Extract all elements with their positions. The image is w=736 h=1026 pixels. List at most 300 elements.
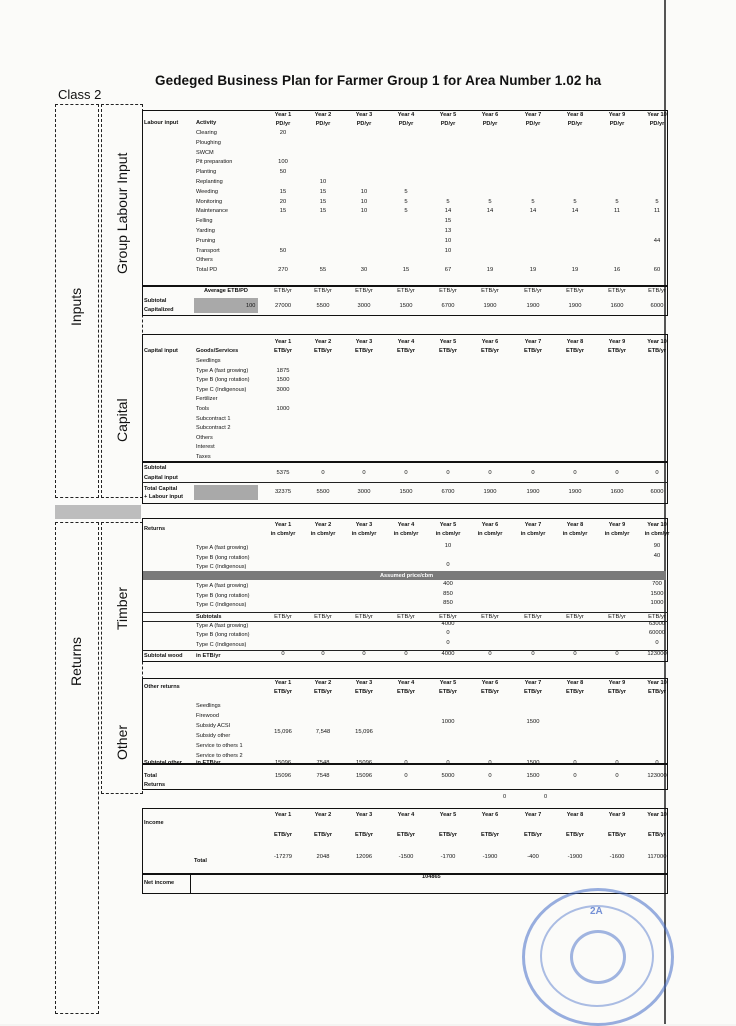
- cell-value: 10: [360, 198, 368, 205]
- year-header: Year 6: [481, 339, 499, 345]
- cell-value: 1875: [276, 367, 290, 374]
- cell-value: 0: [488, 651, 492, 657]
- unit-label: ETB/yr: [439, 614, 457, 620]
- unit-label: ETB/yr: [566, 614, 584, 620]
- unit-header: PD/yr: [356, 121, 372, 127]
- goods-label: Subcontract 1: [196, 415, 231, 422]
- activity-label: Clearing: [196, 130, 217, 136]
- year-header: Year 8: [566, 522, 584, 528]
- unit-label: ETB/yr: [648, 614, 666, 620]
- unit-header: ETB/yr: [438, 689, 458, 695]
- goods-label: Type C (Indigenous): [196, 386, 247, 393]
- year-header: Year 1: [274, 522, 292, 528]
- divider: [190, 874, 191, 893]
- year-header: Year 9: [608, 339, 626, 345]
- unit-label: ETB/yr: [481, 288, 499, 294]
- unit-label: ETB/yr: [274, 288, 292, 294]
- unit-header: ETB/yr: [647, 348, 667, 354]
- cell-value: 63000: [648, 621, 666, 627]
- timber-type-label: Type A (fast growing): [196, 583, 249, 589]
- cell-value: -1600: [609, 854, 625, 860]
- year-header: Year 5: [439, 112, 457, 118]
- cell-value: 15: [319, 208, 327, 215]
- year-header: Year 2: [314, 339, 332, 345]
- cell-value: 5500: [316, 303, 330, 309]
- cell-value: 0: [362, 470, 366, 476]
- cell-value: 1500: [526, 760, 540, 766]
- cell-value: 15: [279, 188, 287, 195]
- cell-value: 19: [486, 267, 494, 274]
- year-header: Year 2: [314, 112, 332, 118]
- separator-band: [55, 505, 141, 519]
- year-header: Year 6: [481, 112, 499, 118]
- cell-value: 5: [655, 198, 659, 205]
- year-header: Year 6: [481, 680, 499, 686]
- cell-value: 55: [319, 267, 327, 274]
- cell-value: 0: [446, 470, 450, 476]
- cell-value: 6000: [650, 489, 664, 495]
- cell-value: 11: [613, 208, 621, 215]
- cell-value: 7,548: [315, 729, 331, 735]
- timber-type-label: Type C (Indigenous): [196, 602, 247, 608]
- year-header: Year 7: [524, 522, 542, 528]
- cell-value: 10: [360, 188, 368, 195]
- cell-value: 50: [279, 247, 287, 254]
- unit-header: ETB/yr: [313, 348, 333, 354]
- unit-header: ETB/yr: [438, 832, 458, 838]
- capital-header: Capital input: [144, 348, 178, 354]
- capital-label: Capital: [114, 398, 130, 442]
- year-header: Year 7: [524, 112, 542, 118]
- cell-value: 0: [446, 639, 450, 646]
- unit-label: ETB/yr: [355, 614, 373, 620]
- goods-label: Fertilizer: [196, 396, 218, 403]
- cell-value: 850: [443, 600, 453, 606]
- activity-label: Replanting: [196, 179, 223, 185]
- unit-header: ETB/yr: [396, 689, 416, 695]
- unit-label: ETB/yr: [566, 288, 584, 294]
- cell-value: -1700: [440, 854, 456, 860]
- year-header: Year 5: [439, 522, 457, 528]
- activity-label: Total PD: [196, 267, 218, 274]
- other-label: Other: [114, 724, 130, 760]
- other-return-label: Service to others 2: [196, 753, 243, 759]
- cell-value: 10: [444, 247, 452, 254]
- stamp-text: 2A: [590, 906, 603, 917]
- unit-label: ETB/yr: [648, 288, 666, 294]
- year-header: Year 8: [566, 112, 584, 118]
- unit-header: ETB/yr: [313, 832, 333, 838]
- unit-header: ETB/yr: [354, 832, 374, 838]
- cell-value: 1600: [610, 489, 624, 495]
- divider: [142, 482, 668, 483]
- year-header: Year 9: [608, 112, 626, 118]
- cell-value: 0: [531, 651, 535, 657]
- cell-value: 850: [443, 590, 453, 597]
- cell-value: 270: [278, 267, 288, 274]
- unit-header: PD/yr: [482, 121, 498, 127]
- gray-cell: [194, 485, 258, 500]
- cell-value: 1900: [483, 303, 497, 309]
- unit-header: PD/yr: [649, 121, 665, 127]
- cell-value: 4000: [441, 651, 455, 657]
- cell-value: 11: [653, 208, 661, 215]
- cell-value: 19: [571, 267, 579, 274]
- cell-value: 7548: [316, 760, 330, 766]
- year-header: Year 4: [397, 812, 415, 818]
- avg-label: Average ETB/PD: [204, 288, 248, 294]
- cell-value: 1500: [399, 303, 413, 309]
- cell-value: -400: [527, 854, 539, 860]
- cell-value: -1500: [398, 854, 414, 860]
- unit-header: ETB/yr: [480, 348, 500, 354]
- unit-label: ETB/yr: [524, 614, 542, 620]
- unit-header: ETB/yr: [396, 832, 416, 838]
- goods-label: Subcontract 2: [196, 425, 231, 432]
- unit-header: ETB/yr: [607, 689, 627, 695]
- cell-value: 1000: [276, 406, 290, 412]
- cell-value: 1600: [610, 303, 624, 309]
- inputs-label: Inputs: [68, 287, 84, 326]
- cell-value: 30: [360, 267, 368, 274]
- activity-label: Monitoring: [196, 198, 223, 205]
- group-labour-label: Group Labour Input: [114, 152, 130, 274]
- goods-header: Goods/Services: [196, 348, 239, 354]
- unit-header: in cbm/yr: [562, 531, 588, 537]
- cell-value: 400: [443, 581, 453, 587]
- unit-header: ETB/yr: [565, 348, 585, 354]
- cell-value: 15: [444, 218, 452, 225]
- unit-header: ETB/yr: [565, 689, 585, 695]
- cell-value: 15096: [274, 760, 292, 766]
- cell-value: 0: [573, 651, 577, 657]
- activity-label: Yarding: [196, 228, 215, 234]
- cell-value: 16: [613, 267, 621, 274]
- cell-value: 14: [529, 208, 537, 215]
- year-header: Year 3: [355, 112, 373, 118]
- divider: [142, 621, 668, 622]
- unit-header: ETB/yr: [273, 348, 293, 354]
- cell-value: 0: [615, 760, 619, 766]
- cell-value: 0: [446, 630, 450, 637]
- goods-label: Others: [196, 434, 213, 441]
- cell-value: 60000: [648, 630, 666, 637]
- cell-value: 0: [488, 773, 492, 779]
- unit-header: ETB/yr: [354, 689, 374, 695]
- goods-label: Type A (fast growing): [196, 367, 249, 374]
- year-header: Year 9: [608, 812, 626, 818]
- cell-value: 0: [655, 639, 659, 646]
- cell-value: 10: [360, 208, 368, 215]
- year-header: Year 5: [439, 339, 457, 345]
- year-header: Year 3: [355, 680, 373, 686]
- cell-value: 0: [321, 651, 325, 657]
- year-header: Year 10: [647, 522, 667, 528]
- other-return-label: Subsidy other: [196, 733, 231, 739]
- year-header: Year 3: [355, 522, 373, 528]
- cell-value: -1900: [567, 854, 583, 860]
- year-header: Year 8: [566, 812, 584, 818]
- unit-header: ETB/yr: [523, 348, 543, 354]
- cell-value: -17279: [273, 854, 293, 860]
- cell-value: 0: [531, 470, 535, 476]
- year-header: Year 1: [274, 112, 292, 118]
- cell-value: 13: [444, 228, 452, 234]
- timber-header: Returns: [144, 526, 166, 532]
- year-header: Year 2: [314, 680, 332, 686]
- cell-value: 15096: [355, 760, 373, 766]
- unit-header: ETB/yr: [396, 348, 416, 354]
- goods-label: Seedlings: [196, 358, 221, 364]
- year-header: Year 7: [524, 339, 542, 345]
- year-header: Year 5: [439, 812, 457, 818]
- labour-subtotal-label: Subtotal: [144, 298, 167, 304]
- cell-value: 32375: [274, 489, 292, 495]
- year-header: Year 2: [314, 812, 332, 818]
- cell-value: 0: [615, 651, 619, 657]
- year-header: Year 4: [397, 680, 415, 686]
- cell-value: -1900: [482, 854, 498, 860]
- timber-type-label: Type B (long rotation): [196, 554, 250, 561]
- cell-value: 5000: [441, 773, 455, 779]
- cell-value: 0: [281, 651, 285, 657]
- unit-header: in cbm/yr: [435, 531, 461, 537]
- cell-value: 5: [531, 198, 535, 205]
- cell-value: 0: [362, 651, 366, 657]
- year-header: Year 6: [481, 812, 499, 818]
- activity-label: SWCM: [196, 149, 214, 156]
- unit-label: ETB/yr: [355, 288, 373, 294]
- cell-value: 44: [653, 237, 661, 244]
- labour-header: Labour input: [144, 120, 179, 126]
- cell-value: 1500: [276, 377, 290, 384]
- year-header: Year 4: [397, 522, 415, 528]
- cell-value: 5500: [316, 489, 330, 495]
- timber-type-label: Type C (Indigenous): [196, 564, 247, 570]
- other-return-label: Seedlings: [196, 703, 221, 709]
- unit-label: ETB/yr: [274, 614, 292, 620]
- cell-value: 15: [402, 267, 410, 274]
- unit-header: in cbm/yr: [310, 531, 336, 537]
- unit-header: PD/yr: [275, 121, 291, 127]
- goods-label: Tools: [196, 406, 210, 412]
- cell-value: 19: [529, 267, 537, 274]
- cell-value: 90: [653, 543, 661, 549]
- unit-header: in cbm/yr: [393, 531, 419, 537]
- unit-header: PD/yr: [567, 121, 583, 127]
- other-return-label: Firewood: [196, 713, 220, 719]
- unit-label: ETB/yr: [524, 288, 542, 294]
- cell-value: 50: [279, 169, 287, 176]
- other-subtotal-label: Subtotal other: [144, 760, 182, 766]
- cell-value: 1500: [526, 719, 540, 725]
- unit-header: ETB/yr: [354, 348, 374, 354]
- cell-value: 14: [444, 208, 452, 215]
- unit-header: ETB/yr: [523, 689, 543, 695]
- timber-subtotal-label: Subtotal wood: [144, 653, 183, 659]
- year-header: Year 1: [274, 680, 292, 686]
- year-header: Year 10: [647, 339, 667, 345]
- unit-header: ETB/yr: [480, 832, 500, 838]
- cell-value: 15096: [274, 773, 292, 779]
- cell-value: 40: [653, 552, 661, 559]
- cell-value: 0: [321, 470, 325, 476]
- cell-value: 15096: [355, 773, 373, 779]
- unit-header: in cbm/yr: [604, 531, 630, 537]
- activity-header: Activity: [196, 120, 217, 126]
- cell-value: 5: [404, 208, 408, 215]
- income-header: Income: [144, 820, 164, 826]
- cell-value: 67: [444, 267, 452, 274]
- cell-value: 3000: [357, 489, 371, 495]
- returns-outer-box: [55, 522, 99, 1014]
- cell-value: 1900: [568, 303, 582, 309]
- cell-value: 10: [444, 543, 452, 549]
- subtotals-label: Subtotals: [196, 614, 222, 620]
- income-total-label: Total: [194, 858, 207, 864]
- unit-label: ETB/yr: [314, 614, 332, 620]
- unit-header: PD/yr: [609, 121, 625, 127]
- cell-value: 5: [615, 198, 619, 205]
- cell-value: 1000: [441, 719, 455, 725]
- year-header: Year 10: [647, 112, 667, 118]
- cell-value: 1900: [568, 489, 582, 495]
- activity-label: Transport: [196, 247, 220, 254]
- cell-value: 7548: [316, 773, 330, 779]
- unit-label: ETB/yr: [608, 614, 626, 620]
- goods-label: Taxes: [196, 454, 211, 460]
- activity-label: Pruning: [196, 237, 216, 244]
- unit-label: ETB/yr: [397, 288, 415, 294]
- unit-header: in cbm/yr: [520, 531, 546, 537]
- cell-value: 60: [653, 267, 661, 274]
- price-label: Assumed price/cbm: [380, 573, 434, 579]
- cell-value: 0: [655, 760, 659, 766]
- year-header: Year 4: [397, 112, 415, 118]
- cell-value: 2048: [316, 854, 330, 860]
- timber-type-label: Type C (Indigenous): [196, 641, 247, 648]
- net-income-label: Net income: [144, 880, 175, 886]
- unit-header: ETB/yr: [438, 348, 458, 354]
- unit-label: ETB/yr: [608, 288, 626, 294]
- unit-header: in cbm/yr: [644, 531, 670, 537]
- cell-value: 5: [446, 198, 450, 205]
- unit-header: in cbm/yr: [351, 531, 377, 537]
- activity-label: Pit preparation: [196, 159, 233, 166]
- cell-value: 0: [446, 760, 450, 766]
- cell-value: 0: [488, 470, 492, 476]
- divider: [142, 612, 668, 613]
- unit-label: ETB/yr: [439, 288, 457, 294]
- returns-label: Returns: [68, 636, 84, 686]
- unit-label: ETB/yr: [481, 614, 499, 620]
- cell-value: 20: [279, 198, 287, 205]
- year-header: Year 10: [647, 680, 667, 686]
- activity-label: Maintenance: [196, 208, 229, 215]
- year-header: Year 7: [524, 680, 542, 686]
- year-header: Year 4: [397, 339, 415, 345]
- cell-value: 1000: [650, 600, 664, 606]
- cell-value: 12096: [355, 854, 373, 860]
- cell-value: 5: [404, 188, 408, 195]
- timber-type-label: Type A (fast growing): [196, 545, 249, 551]
- official-stamp-center: [570, 930, 626, 984]
- cell-value: 123000: [647, 773, 667, 779]
- cell-value: 1500: [399, 489, 413, 495]
- cell-value: 14: [571, 208, 579, 215]
- cell-value: 700: [652, 581, 662, 587]
- cell-value: 20: [279, 130, 287, 136]
- cell-value: 0: [404, 773, 408, 779]
- cell-value: 1500: [650, 590, 664, 597]
- under-value: 0: [503, 794, 507, 800]
- cell-value: 0: [404, 470, 408, 476]
- unit-header: PD/yr: [525, 121, 541, 127]
- timber-type-label: Type A (fast growing): [196, 623, 249, 629]
- other-subtotal-unit: in ETB/yr: [196, 760, 221, 766]
- labour-capitalized-label: Capitalized: [144, 307, 174, 313]
- page-title: Gedeged Business Plan for Farmer Group 1 for Area Number 1.02 ha: [155, 73, 602, 88]
- activity-label: Ploughing: [196, 139, 221, 146]
- cell-value: 0: [615, 773, 619, 779]
- other-header: Other returns: [144, 684, 180, 690]
- timber-label: Timber: [114, 586, 130, 630]
- cell-value: 5375: [276, 470, 290, 476]
- cell-value: 5: [404, 198, 408, 205]
- cell-value: 4000: [441, 621, 455, 627]
- cell-value: 0: [488, 760, 492, 766]
- cell-value: 5: [573, 198, 577, 205]
- cell-value: 5: [488, 198, 492, 205]
- cell-value: 0: [404, 760, 408, 766]
- year-header: Year 6: [481, 522, 499, 528]
- cell-value: 0: [573, 773, 577, 779]
- cell-value: 1900: [526, 303, 540, 309]
- unit-header: ETB/yr: [273, 689, 293, 695]
- total-returns-label-2: Returns: [144, 782, 166, 788]
- cell-value: 15,096: [274, 729, 292, 735]
- cell-value: 1900: [483, 489, 497, 495]
- unit-header: in cbm/yr: [270, 531, 296, 537]
- capital-total-label-2: + Labour input: [144, 494, 183, 500]
- goods-label: Interest: [196, 444, 215, 451]
- unit-header: ETB/yr: [523, 832, 543, 838]
- activity-label: Weeding: [196, 188, 218, 195]
- cell-value: 10: [444, 237, 452, 244]
- cell-value: 123000: [647, 651, 667, 657]
- year-header: Year 1: [274, 339, 292, 345]
- activity-label: Felling: [196, 218, 213, 225]
- cell-value: 15: [319, 198, 327, 205]
- year-header: Year 7: [524, 812, 542, 818]
- year-header: Year 2: [314, 522, 332, 528]
- cell-value: 0: [615, 470, 619, 476]
- cell-value: 3000: [357, 303, 371, 309]
- unit-header: PD/yr: [398, 121, 414, 127]
- timber-table-box: [142, 518, 668, 662]
- cell-value: 15,096: [355, 729, 373, 735]
- timber-subtotal-unit: in ETB/yr: [196, 653, 221, 659]
- unit-header: in cbm/yr: [477, 531, 503, 537]
- timber-type-label: Type B (long rotation): [196, 592, 250, 599]
- activity-label: Others: [196, 257, 213, 264]
- year-header: Year 10: [647, 812, 667, 818]
- net-income-value: 104865: [422, 874, 441, 880]
- cell-value: 6700: [441, 489, 455, 495]
- cell-value: 0: [573, 760, 577, 766]
- cell-value: 6700: [441, 303, 455, 309]
- year-header: Year 5: [439, 680, 457, 686]
